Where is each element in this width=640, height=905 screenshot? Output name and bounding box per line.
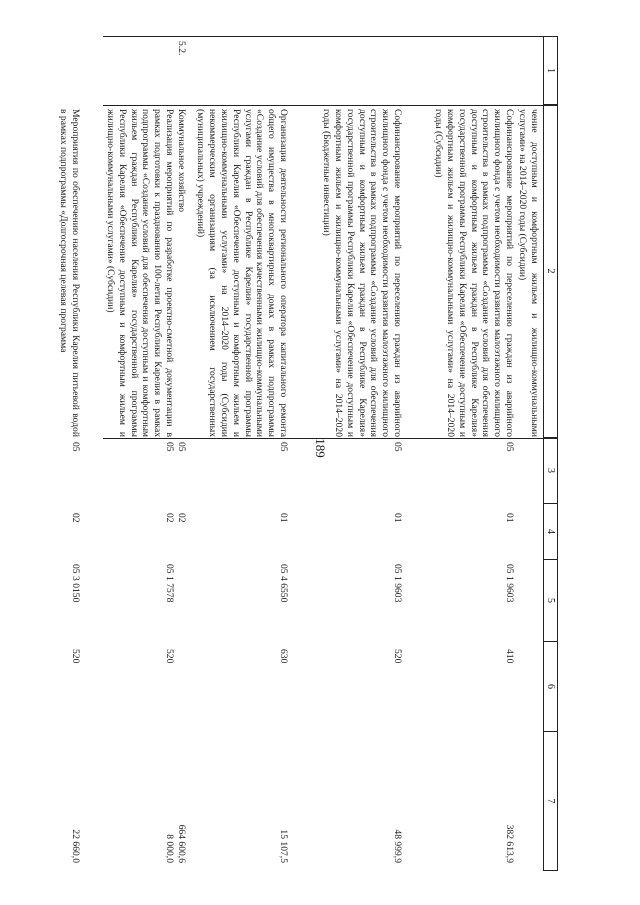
header-col-6: 6 xyxy=(543,642,557,732)
row-subsection-code: 01 xyxy=(392,513,403,523)
col-divider xyxy=(103,438,557,439)
budget-table xyxy=(58,36,558,871)
row-section-code: 05 xyxy=(70,442,81,452)
row-amount: 22 660,0 xyxy=(70,829,81,863)
header-col-3: 3 xyxy=(543,438,557,504)
row-description: Софинансирование мероприятий по переселению граждан из аварийного жилищного фонда с учетом необходимости развития малоэтажного жилищного строительства в рамках подпрограммы «Создание условий для обеспечения доступным и комфортным жильем граждан в Республике Карелия» государственной программы Республики Карелия «Обеспечение доступным и комфортным жильем и жилищно-коммунальными услугами» на 2014–2020 годы (Бюджетные инвестиции) xyxy=(321,109,403,437)
row-description: чение доступным и комфортным жильем и жилищно-коммунальными услугами» на 2014–2020 годы (Субсидии) xyxy=(517,109,540,437)
row-target-code: 05 3 0150 xyxy=(70,564,81,603)
row-description: Софинансирование мероприятий по переселению граждан из аварийного жилищного фонда с учетом необходимости развития малоэтажного жилищного строительства в рамках подпрограммы «Создание условий для обеспечения доступным и комфортным жильем граждан в Республике Карелия» государственной программы Республики Карелия «Обеспечение доступным и комфортным жильем и жилищно-коммунальными услугами» на 2014–2020 годы (Субсидии) xyxy=(433,109,515,437)
row-target-code: 05 1 9603 xyxy=(392,564,403,603)
row-amount: 8 000,0 xyxy=(164,834,175,863)
col-divider xyxy=(103,105,557,106)
header-col-5: 5 xyxy=(543,560,557,642)
row-target-code: 05 4 6550 xyxy=(278,564,289,603)
row-expense-type: 520 xyxy=(164,649,175,664)
row-subsection-code: 01 xyxy=(504,513,515,523)
header-col-1: 1 xyxy=(543,37,557,105)
row-description: Мероприятия по обеспечению населения Республики Карелия питьевой водой в рамках подпрограммы «Долгосрочная целевая программа xyxy=(58,109,81,437)
row-subsection-code: 02 xyxy=(164,513,175,523)
row-subsection-code: 01 xyxy=(278,513,289,523)
row-expense-type: 520 xyxy=(392,649,403,664)
row-section-code: 05 xyxy=(278,442,289,452)
row-subsection-code: 02 xyxy=(70,513,81,523)
row-amount: 15 107,5 xyxy=(278,829,289,863)
row-section-code: 05 xyxy=(504,442,515,452)
row-target-code: 05 1 7578 xyxy=(164,564,175,603)
row-description: Реализация мероприятий по разработке проектно-сметной документации в рамках подготовки к празднованию 100-летия Республики Карелия в рамках подпрограммы «Создание условий для обеспечения доступным и комфортным жильем граждан Республики Карелия» государственной программы Республики Карелия «Обеспечение доступным и комфортным жильем и жилищно-коммунальными услугами» (Субсидии) xyxy=(105,109,175,437)
row-description: Организация деятельности регионального оператора капитального ремонта общего имущества в многоквартирных домах в рамках подпрограммы «Создание условий для обеспечения качественными жилищно-коммунальными услугами граждан в Республике Карелия» государственной программы Республики Карелия «Обеспечение доступным и комфортным жильем и жилищно-коммунальными услугами» на 2014–2020 годы (Субсидии некоммерческим организациям (за исключением государственных (муниципальных) учреждений) xyxy=(195,109,289,437)
row-section-code: 05 xyxy=(176,442,187,452)
row-section-code: 05 xyxy=(392,442,403,452)
rotated-page-stage xyxy=(58,36,558,870)
row-section-code: 05 xyxy=(164,442,175,452)
row-amount: 382 613,9 xyxy=(504,824,515,863)
row-target-code: 05 1 9603 xyxy=(504,564,515,603)
row-expense-type: 520 xyxy=(70,649,81,664)
row-expense-type: 630 xyxy=(278,649,289,664)
header-col-4: 4 xyxy=(543,504,557,560)
row-subsection-code: 02 xyxy=(176,513,187,523)
row-description: Коммунальное хозяйство xyxy=(176,109,187,213)
row-number: 5.2. xyxy=(176,41,187,56)
row-amount: 664 600,6 xyxy=(176,824,187,863)
header-col-7: 7 xyxy=(543,732,557,871)
header-col-2: 2 xyxy=(543,105,557,438)
row-amount: 48 999,9 xyxy=(392,829,403,863)
page-number: 189 xyxy=(313,438,328,458)
row-expense-type: 410 xyxy=(504,649,515,664)
